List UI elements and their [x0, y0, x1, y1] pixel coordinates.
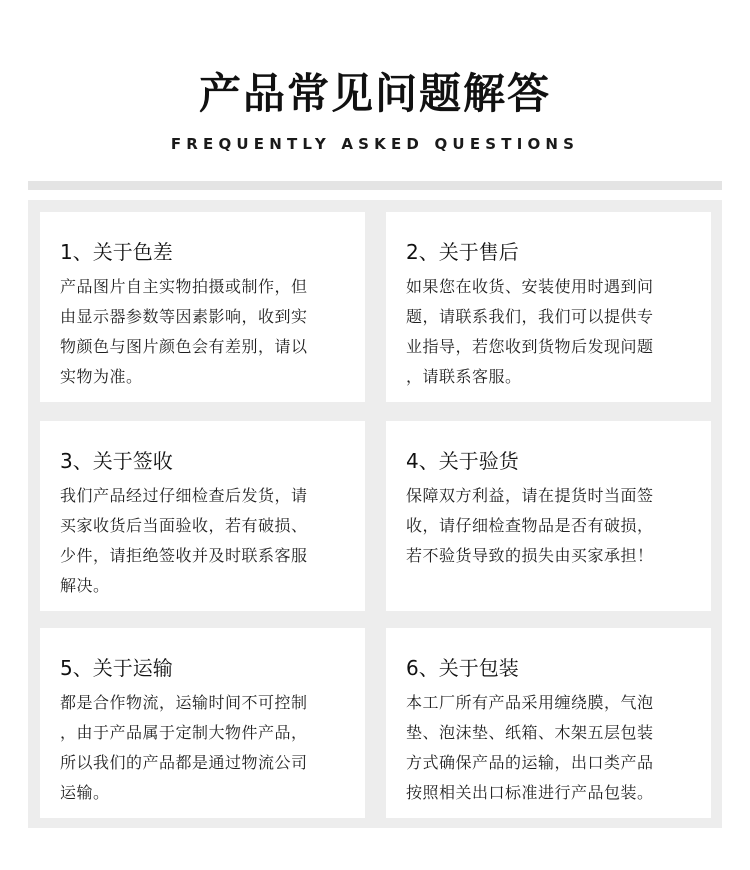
- faq-card-line: 少件，请拒绝签收并及时联系客服: [60, 546, 308, 565]
- faq-card-line: 如果您在收货、安装使用时遇到问: [406, 277, 654, 296]
- faq-card-line: ，请联系客服。: [406, 367, 522, 386]
- faq-card-line: ，由于产品属于定制大物件产品，: [60, 723, 308, 742]
- faq-card-line: 所以我们的产品都是通过物流公司: [60, 753, 308, 772]
- faq-card-line: 保障双方利益，请在提货时当面签: [406, 486, 654, 505]
- faq-card-line: 买家收货后当面验收，若有破损、: [60, 516, 308, 535]
- faq-card-signing: [40, 421, 365, 611]
- page-subtitle: FREQUENTLY ASKED QUESTIONS: [170, 135, 580, 153]
- faq-card-line: 产品图片自主实物拍摄或制作，但: [60, 277, 308, 296]
- faq-card-line: 若不验货导致的损失由买家承担！: [406, 546, 654, 565]
- faq-card-shipping: [40, 628, 365, 818]
- faq-card-title: 1、关于色差: [60, 240, 173, 264]
- faq-card-body: [60, 688, 365, 808]
- faq-card-line: 由显示器参数等因素影响，收到实: [60, 307, 308, 326]
- faq-card-title: 4、关于验货: [406, 449, 519, 473]
- faq-card-color-difference: [40, 212, 365, 402]
- divider-bar: [28, 181, 722, 190]
- faq-card-body: [406, 481, 711, 571]
- faq-card-inspection: [386, 421, 711, 611]
- faq-card-line: 都是合作物流，运输时间不可控制: [60, 693, 308, 712]
- faq-card-line: 物颜色与图片颜色会有差别，请以: [60, 337, 308, 356]
- faq-card-after-sales: [386, 212, 711, 402]
- faq-card-line: 收，请仔细检查物品是否有破损，: [406, 516, 654, 535]
- faq-card-line: 实物为准。: [60, 367, 143, 386]
- page-title: 产品常见问题解答: [198, 69, 551, 118]
- faq-card-title: 6、关于包装: [406, 656, 519, 680]
- faq-card-line: 运输。: [60, 783, 110, 802]
- faq-card-title: 5、关于运输: [60, 656, 173, 680]
- faq-card-body: [406, 688, 711, 808]
- faq-card-line: 垫、泡沫垫、纸箱、木架五层包装: [406, 723, 654, 742]
- faq-card-line: 我们产品经过仔细检查后发货，请: [60, 486, 308, 505]
- faq-card-packaging: [386, 628, 711, 818]
- faq-card-body: [60, 272, 365, 392]
- faq-card-line: 题，请联系我们，我们可以提供专: [406, 307, 654, 326]
- faq-card-line: 本工厂所有产品采用缠绕膜，气泡: [406, 693, 654, 712]
- faq-card-title: 3、关于签收: [60, 449, 173, 473]
- faq-card-title: 2、关于售后: [406, 240, 519, 264]
- faq-card-line: 业指导，若您收到货物后发现问题: [406, 337, 654, 356]
- faq-card-line: 解决。: [60, 576, 110, 595]
- faq-card-line: 方式确保产品的运输，出口类产品: [406, 753, 654, 772]
- faq-card-body: [406, 272, 711, 392]
- faq-card-body: [60, 481, 365, 601]
- faq-card-line: 按照相关出口标准进行产品包装。: [406, 783, 654, 802]
